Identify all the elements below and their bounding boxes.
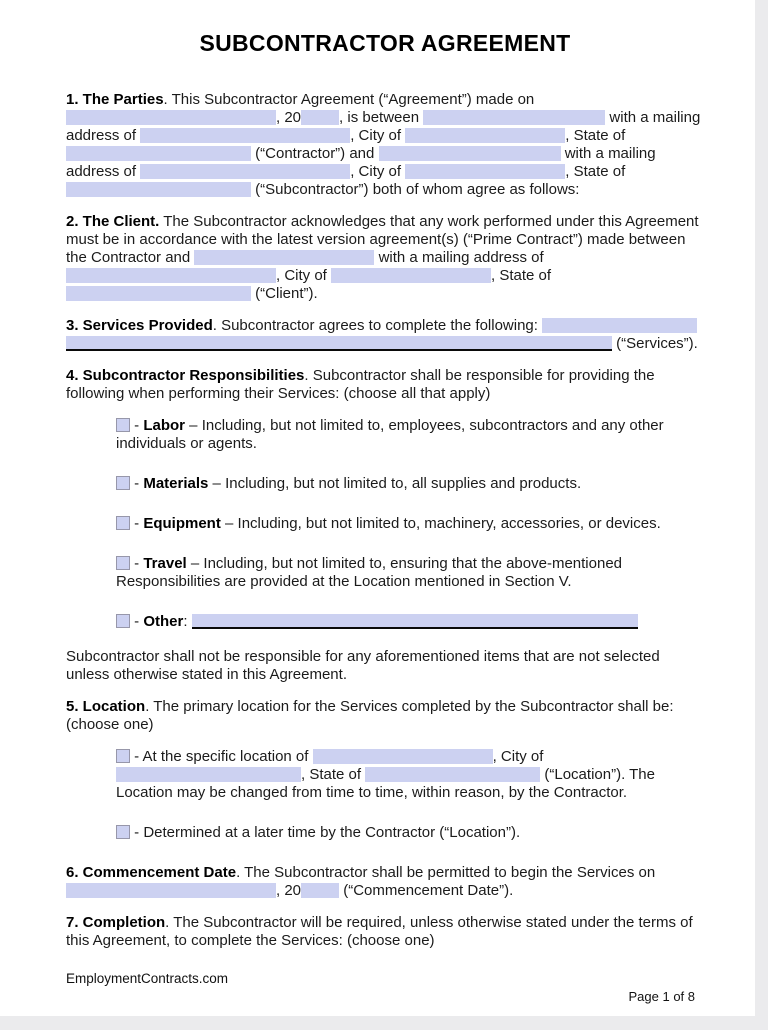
field-subcontractor-state[interactable] <box>66 182 251 197</box>
text-run: - Determined at a later time by the Contractor (“Location”). <box>130 824 521 841</box>
option-label-equipment: Equipment <box>143 515 221 532</box>
field-agreement-year[interactable] <box>301 110 339 125</box>
text-run: . Subcontractor agrees to complete the following: <box>212 317 543 334</box>
field-commencement-date[interactable] <box>66 883 276 898</box>
checkbox-other[interactable] <box>116 614 130 628</box>
section-7-completion <box>66 914 704 950</box>
field-agreement-date[interactable] <box>66 110 276 125</box>
text-run: – Including, but not limited to, machinery, accessories, or devices. <box>220 515 661 532</box>
text-run: : <box>183 613 192 630</box>
text-run: – Including, but not limited to, ensuring that the above-mentioned Responsibilities are provided at the Location mentioned in Section V. <box>116 555 622 590</box>
text-run: (“Contractor”) and <box>251 145 379 162</box>
field-other-description[interactable] <box>192 614 638 629</box>
responsibility-option-labor <box>116 417 704 453</box>
option-label-materials: Materials <box>143 475 209 492</box>
field-contractor-address[interactable] <box>140 128 350 143</box>
document-title: SUBCONTRACTOR AGREEMENT <box>199 30 571 56</box>
text-run: The Subcontractor acknowledges that any work performed under this Agreement must be in accordance with the latest version agreement(s) (“Prime Contract”) made between the Contractor and <box>66 213 699 266</box>
footer-site-name: EmploymentContracts.com <box>66 971 229 986</box>
checkbox-travel[interactable] <box>116 556 130 570</box>
section-4-responsibilities <box>66 367 704 403</box>
text-run: - <box>130 555 144 572</box>
field-location-city[interactable] <box>116 767 301 782</box>
text-run: (“Commencement Date”). <box>339 882 514 899</box>
text-run: , 20 <box>276 882 302 899</box>
field-subcontractor-city[interactable] <box>405 164 565 179</box>
checkbox-specific-location[interactable] <box>116 749 130 763</box>
location-option-specific <box>116 748 704 802</box>
responsibility-option-travel <box>116 555 704 591</box>
section-1-parties <box>66 91 704 199</box>
text-run: with a mailing address of <box>66 145 656 180</box>
field-location-address[interactable] <box>313 749 493 764</box>
field-contractor-city[interactable] <box>405 128 565 143</box>
text-run: , City of <box>350 127 406 144</box>
section-7-heading: 7. Completion <box>66 914 166 931</box>
field-client-city[interactable] <box>331 268 491 283</box>
text-run: , State of <box>301 766 366 783</box>
location-option-later <box>116 824 704 842</box>
field-client-state[interactable] <box>66 286 251 301</box>
text-run: . The Subcontractor shall be permitted to begin the Services on <box>236 864 656 881</box>
footer-page-number: Page 1 of 8 <box>628 989 695 1004</box>
option-label-other: Other <box>143 613 184 630</box>
section-5-heading: 5. Location <box>66 698 146 715</box>
section-2-heading: 2. The Client. <box>66 213 160 230</box>
text-run: , State of <box>565 163 626 180</box>
text-run: . Subcontractor shall be responsible for providing the following when performing their Services: (choose all that apply) <box>66 367 655 402</box>
section-3-heading: 3. Services Provided <box>66 317 213 334</box>
text-run: . The Subcontractor will be required, unless otherwise stated under the terms of this Agreement, to complete the Services: (choose one) <box>66 914 693 949</box>
field-subcontractor-name[interactable] <box>379 146 561 161</box>
section-6-heading: 6. Commencement Date <box>66 864 237 881</box>
text-run: , State of <box>565 127 626 144</box>
option-label-travel: Travel <box>143 555 187 572</box>
field-commencement-year[interactable] <box>301 883 339 898</box>
text-run: (“Location”). The Location may be changed from time to time, within reason, by the Contractor. <box>116 766 655 801</box>
option-label-labor: Labor <box>143 417 186 434</box>
checkbox-labor[interactable] <box>116 418 130 432</box>
text-run: – Including, but not limited to, all supplies and products. <box>208 475 582 492</box>
section-3-services <box>66 317 704 353</box>
checkbox-later-location[interactable] <box>116 825 130 839</box>
text-run: (“Client”). <box>251 285 318 302</box>
responsibility-option-materials <box>116 475 704 493</box>
section-1-heading: 1. The Parties <box>66 91 164 108</box>
field-client-address[interactable] <box>66 268 276 283</box>
text-run: with a mailing address of <box>374 249 544 266</box>
text-run: - <box>130 613 144 630</box>
checkbox-materials[interactable] <box>116 476 130 490</box>
text-run: , 20 <box>276 109 302 126</box>
field-location-state[interactable] <box>365 767 540 782</box>
text-run: - <box>130 475 144 492</box>
field-client-name[interactable] <box>194 250 374 265</box>
field-services-line-1[interactable] <box>542 318 697 333</box>
section-4-heading: 4. Subcontractor Responsibilities <box>66 367 305 384</box>
text-run: (“Services”). <box>612 335 698 352</box>
field-contractor-state[interactable] <box>66 146 251 161</box>
text-run: . The primary location for the Services completed by the Subcontractor shall be: (choose one) <box>66 698 674 733</box>
field-services-line-2[interactable] <box>66 336 612 351</box>
responsibility-option-other <box>116 613 704 631</box>
section-2-client <box>66 213 704 303</box>
text-run: with a mailing address of <box>66 109 701 144</box>
text-run: . This Subcontractor Agreement (“Agreement”) made on <box>163 91 535 108</box>
field-contractor-name[interactable] <box>423 110 605 125</box>
text-run: – Including, but not limited to, employees, subcontractors and any other individuals or agents. <box>116 417 664 452</box>
responsibility-option-equipment <box>116 515 704 533</box>
section-4-note: Subcontractor shall not be responsible for any aforementioned items that are not selected unless otherwise stated in this Agreement. <box>66 648 660 683</box>
text-run: (“Subcontractor”) both of whom agree as follows: <box>251 181 580 198</box>
text-run: , State of <box>491 267 552 284</box>
section-6-commencement <box>66 864 704 900</box>
field-subcontractor-address[interactable] <box>140 164 350 179</box>
section-5-location <box>66 698 704 734</box>
text-run: - <box>130 417 144 434</box>
text-run: , City of <box>492 748 544 765</box>
text-run: , is between <box>339 109 424 126</box>
text-run: , City of <box>350 163 406 180</box>
text-run: - At the specific location of <box>130 748 313 765</box>
text-run: - <box>130 515 144 532</box>
checkbox-equipment[interactable] <box>116 516 130 530</box>
text-run: , City of <box>276 267 332 284</box>
